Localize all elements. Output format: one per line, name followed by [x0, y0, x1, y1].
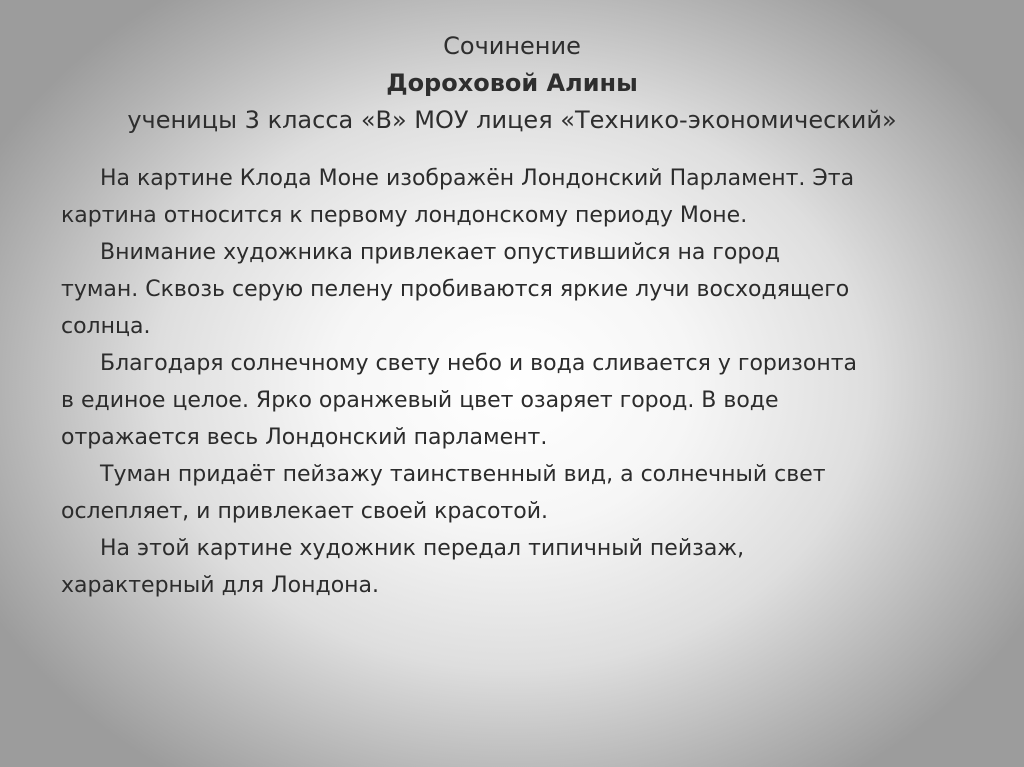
title-line-essay: Сочинение	[443, 32, 581, 60]
title-line-student-info: ученицы 3 класса «В» МОУ лицея «Технико-экономический»	[127, 106, 897, 134]
essay-paragraph: На этой картине художник передал типичный пейзаж, характерный для Лондона.	[61, 536, 745, 598]
title-line-author: Дороховой Алины	[386, 69, 638, 97]
essay-paragraph: Туман придаёт пейзажу таинственный вид, а солнечный свет ослепляет, и привлекает своей красотой.	[61, 462, 826, 524]
slide-title	[0, 28, 1024, 139]
essay-body	[61, 160, 861, 604]
essay-paragraph: Благодаря солнечному свету небо и вода сливается у горизонта в единое целое. Ярко оранжевый цвет озаряет город. В воде отражается весь Лондонский парламент.	[61, 351, 858, 450]
essay-paragraph: На картине Клода Моне изображён Лондонский Парламент. Эта картина относится к первому лондонскому периоду Моне.	[61, 166, 855, 228]
essay-paragraph: Внимание художника привлекает опустившийся на город туман. Сквозь серую пелену пробиваются яркие лучи восходящего солнца.	[61, 240, 850, 339]
